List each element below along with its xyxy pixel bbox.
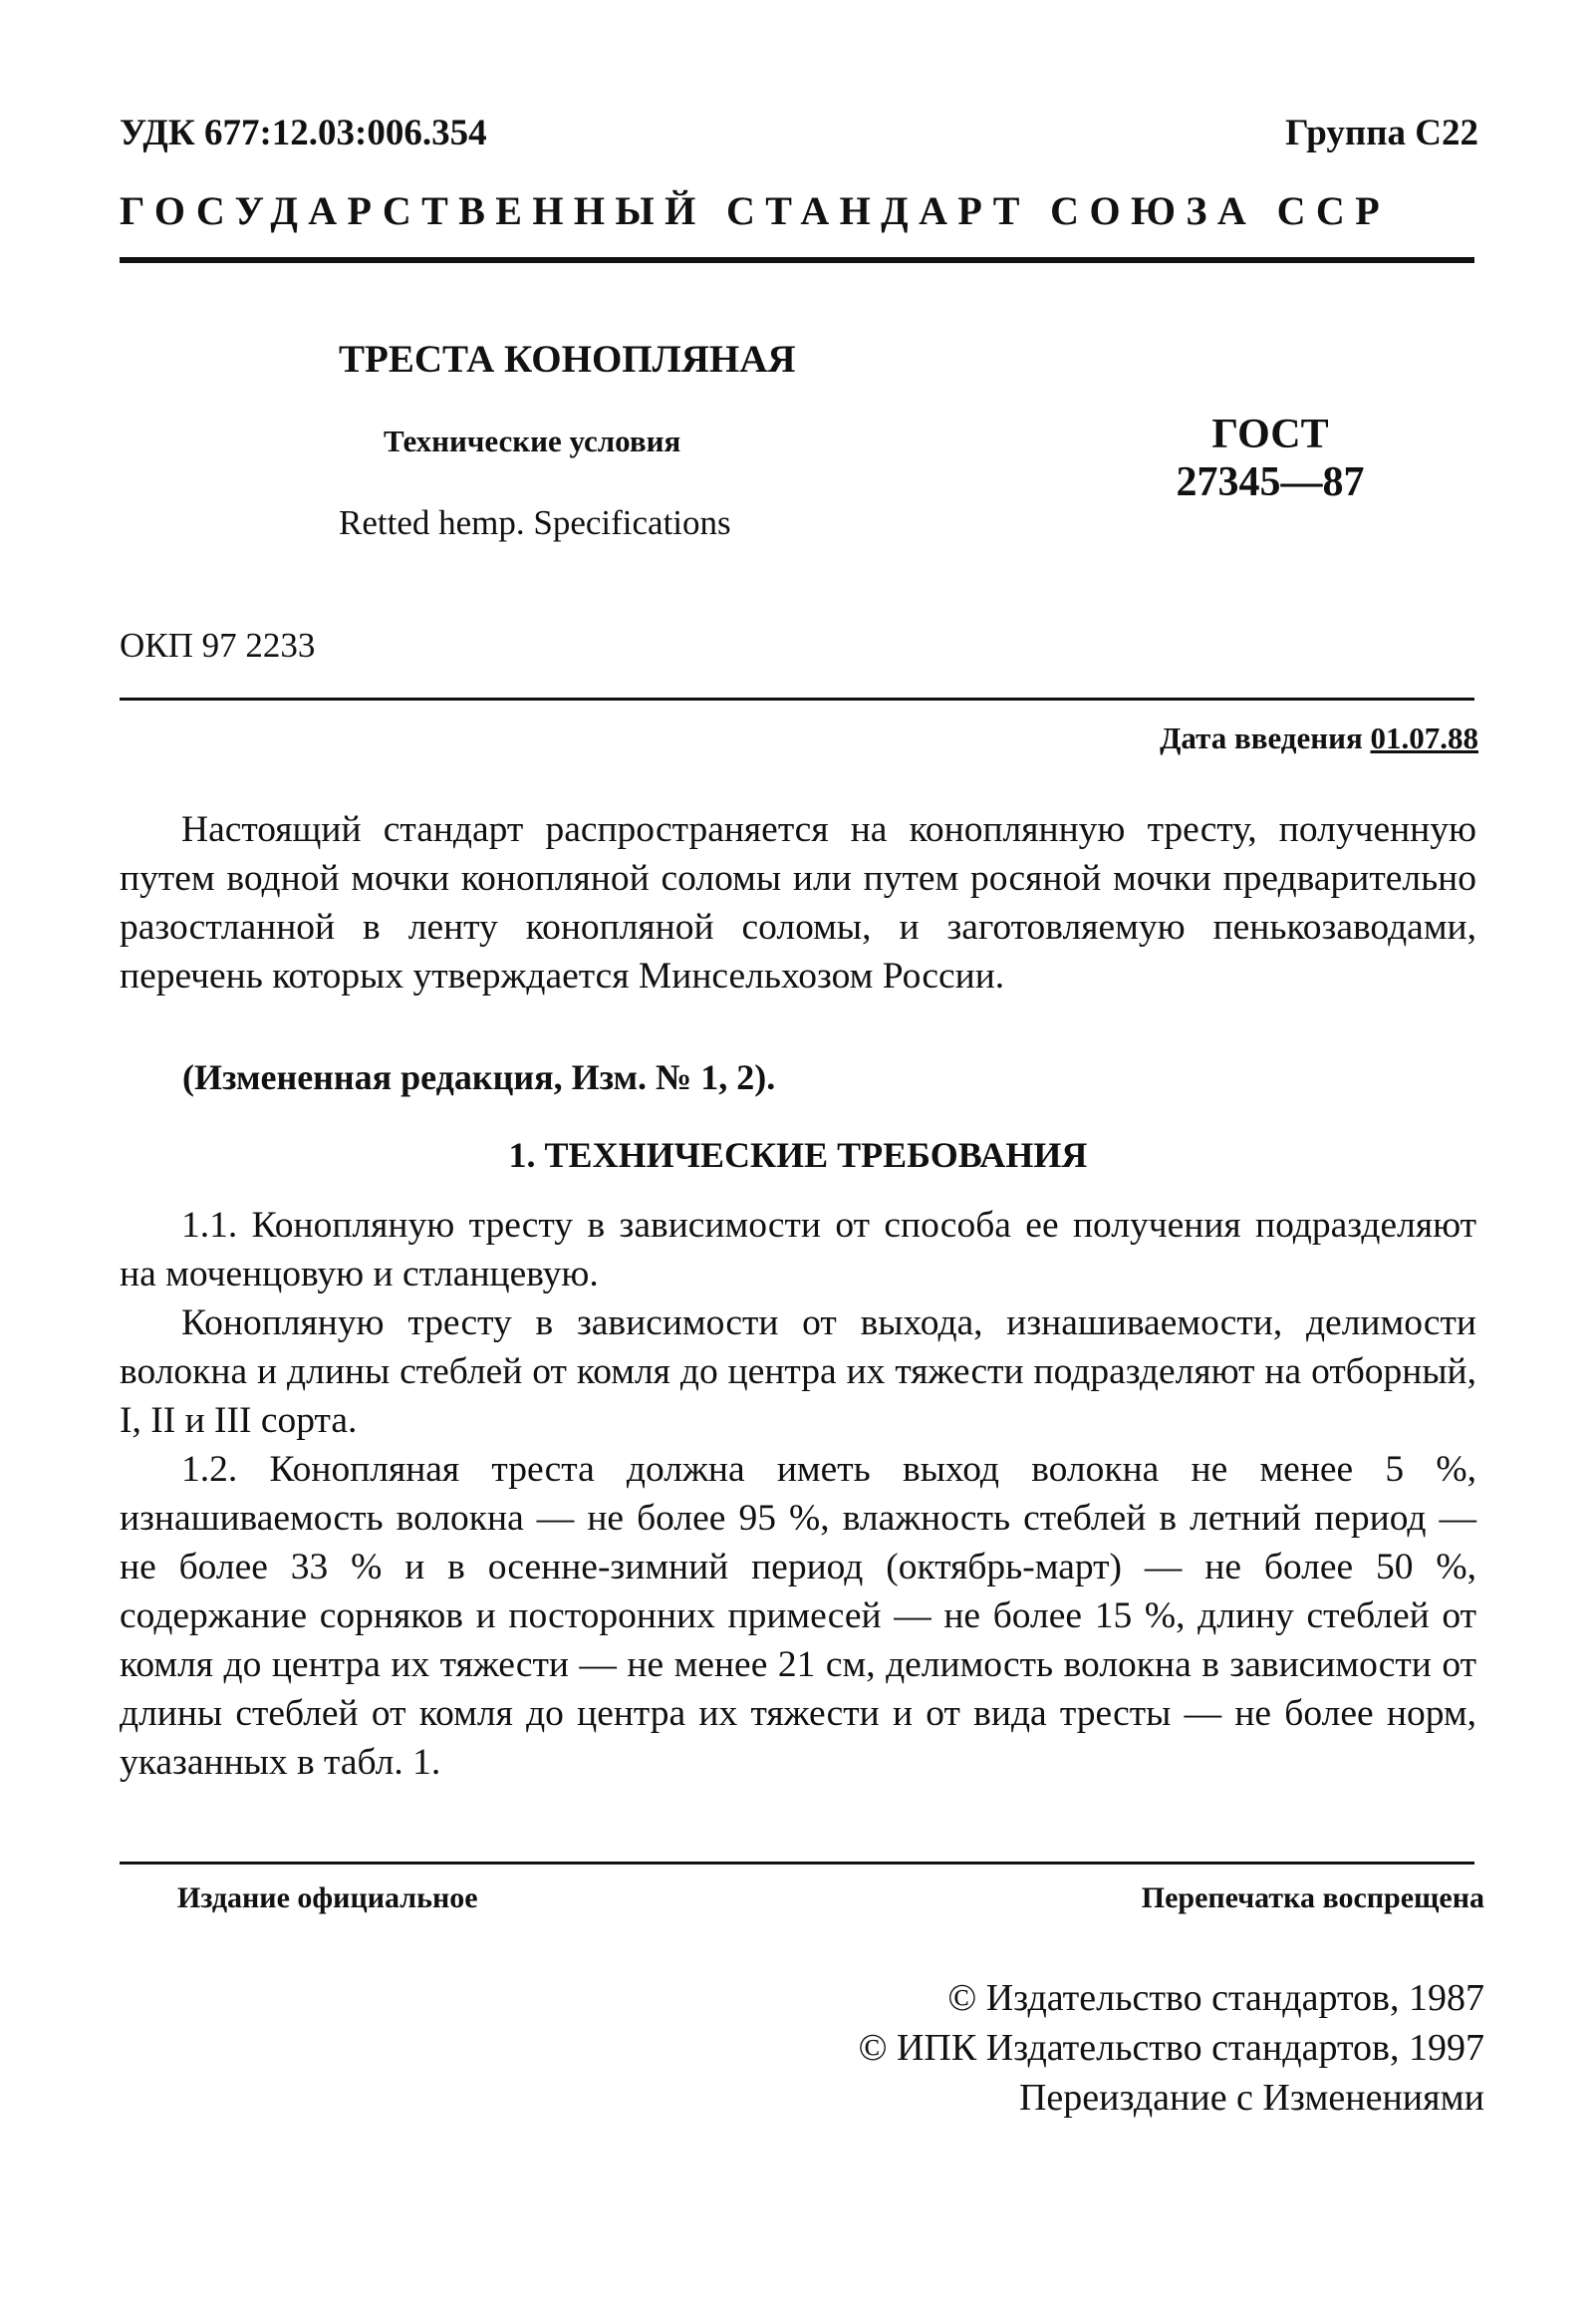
reissue-note: Переиздание с Изменениями bbox=[1018, 2077, 1484, 2119]
header-rule bbox=[120, 257, 1474, 263]
title-rule bbox=[120, 698, 1474, 701]
copyright-block bbox=[859, 1973, 1484, 2123]
section-heading: 1. ТЕХНИЧЕСКИЕ ТРЕБОВАНИЯ bbox=[508, 1135, 1088, 1175]
group-code: Группа С22 bbox=[1285, 113, 1478, 153]
clause-1-1-grades: Конопляную тресту в зависимости от выхода, изнашиваемости, делимости волокна и длины стеблей от комля до центра их тяжести подразделяют на отборный, I, II и III сорта. bbox=[120, 1302, 1476, 1441]
reprint-prohibited-label: Перепечатка воспрещена bbox=[1141, 1881, 1484, 1914]
official-edition-label: Издание официальное bbox=[177, 1881, 478, 1914]
gost-designation bbox=[1136, 411, 1405, 506]
gost-number: 27345—87 bbox=[1176, 459, 1365, 505]
footer-rule bbox=[120, 1862, 1474, 1865]
gost-label: ГОСТ bbox=[1211, 412, 1329, 457]
udk-code: УДК 677:12.03:006.354 bbox=[120, 113, 487, 153]
scope-paragraph: Настоящий стандарт распространяется на коноплянную тресту, полученную путем водной мочки конопляной соломы или путем росяной мочки предварительно разостланной в ленту конопляной соломы, и заготовляемую пенькозаводами, перечень которых утверждается Минсельхозом России. bbox=[120, 809, 1476, 997]
clause-1-1: 1.1. Конопляную тресту в зависимости от способа ее получения подразделяют на моченцовую и стланцевую. bbox=[120, 1205, 1476, 1294]
document-subtitle: Технические условия bbox=[384, 424, 681, 458]
introduction-date-label: Дата введения bbox=[1160, 720, 1363, 755]
okp-code: ОКП 97 2233 bbox=[120, 626, 316, 665]
document-title: ТРЕСТА КОНОПЛЯНАЯ bbox=[339, 338, 796, 381]
state-standard-heading: ГОСУДАРСТВЕННЫЙ СТАНДАРТ СОЮЗА ССР bbox=[120, 188, 1391, 233]
clause-1-2: 1.2. Конопляная треста должна иметь выход волокна не менее 5 %, изнашиваемость волокна — не более 95 %, влажность стеблей в летний период — не более 33 % и в осенне-зимний период (октябрь-март) — не более 50 %, содержание сорняков и посторонних примесей — не более 15 %, длину стеблей от комля до центра их тяжести — не менее 21 см, делимость волокна в зависимости от длины стеблей от комля до центра их тяжести и от вида тресты — не более норм, указанных в табл. 1. bbox=[120, 1449, 1476, 1783]
english-title: Retted hemp. Specifications bbox=[339, 503, 731, 542]
introduction-date bbox=[1160, 720, 1478, 756]
introduction-date-value: 01.07.88 bbox=[1370, 720, 1478, 755]
copyright-line-2: © ИПК Издательство стандартов, 1997 bbox=[858, 2027, 1484, 2069]
copyright-line-1: © Издательство стандартов, 1987 bbox=[947, 1977, 1484, 2019]
amendment-note: (Измененная редакция, Изм. № 1, 2). bbox=[182, 1057, 776, 1097]
